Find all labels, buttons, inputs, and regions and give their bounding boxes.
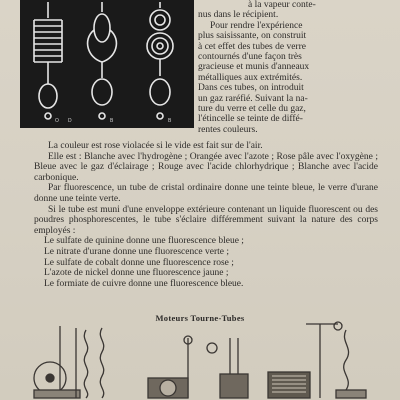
col-line: contournés d'une façon très <box>198 52 302 63</box>
col-line: métalliques aux extrémités. <box>198 72 303 83</box>
tube-label-d: D <box>68 118 72 124</box>
tube-motors-illustration <box>20 318 380 400</box>
col-line: ture du verre et celle du gaz, <box>198 104 306 115</box>
paragraph-envelope: Si le tube est muni d'une enveloppe extérieure contenant un liquide fluorescent ou des poudres phosphorescentes, le tube s'éclaire différemment suivant la nature des corps employés : <box>34 204 378 236</box>
col-line: rentes couleurs. <box>198 124 258 135</box>
motors-engraving <box>20 318 380 400</box>
figure-caption: Moteurs Tourne-Tubes <box>155 313 245 323</box>
col-line: nus dans le récipient. <box>198 10 279 21</box>
paragraph-gas-colors: Elle est : Blanche avec l'hydrogène ; Orangée avec l'azote ; Rose pâle avec l'oxygène ; Bleue avec le gaz d'éclairage ; Rouge avec l'acide chlorhydrique ; Blanche avec l'acide carbonique. <box>34 151 378 183</box>
list-item: Le sulfate de cobalt donne une fluorescence rose ; <box>44 257 234 268</box>
col-line: Dans ces tubes, on introduit <box>198 83 304 94</box>
body-text <box>34 141 378 289</box>
list-item: Le sulfate de quinine donne une fluorescence bleue ; <box>44 236 244 247</box>
tube-label-b1: B <box>110 118 114 124</box>
col-line: à la vapeur conte- <box>248 0 316 10</box>
paragraph-fluorescence: Par fluorescence, un tube de cristal ordinaire donne une teinte bleue, le verre d'urane donne une teinte verte. <box>34 183 378 204</box>
col-line: Pour rendre l'expérience <box>210 20 303 31</box>
col-line: plus saisissante, on construit <box>198 31 307 42</box>
list-item: Le nitrate d'urane donne une fluorescence verte ; <box>44 246 230 257</box>
col-line: à cet effet des tubes de verre <box>198 41 306 52</box>
tube-label-o: O <box>55 118 59 124</box>
side-column <box>198 0 376 135</box>
geissler-tubes-illustration <box>20 0 194 128</box>
list-item: L'azote de nickel donne une fluorescence jaune ; <box>44 268 229 279</box>
tube-label-b2: B <box>168 118 172 124</box>
tubes-engraving <box>20 0 194 128</box>
col-line: l'étincelle se teinte de diffé- <box>198 114 303 125</box>
col-line: un gaz raréfié. Suivant la na- <box>198 93 308 104</box>
col-line: gracieuse et munis d'anneaux <box>198 62 310 73</box>
list-item: Le formiate de cuivre donne une fluorescence bleue. <box>44 278 244 289</box>
paragraph-air-color: La couleur est rose violacée si le vide est fait sur de l'air. <box>48 141 263 151</box>
